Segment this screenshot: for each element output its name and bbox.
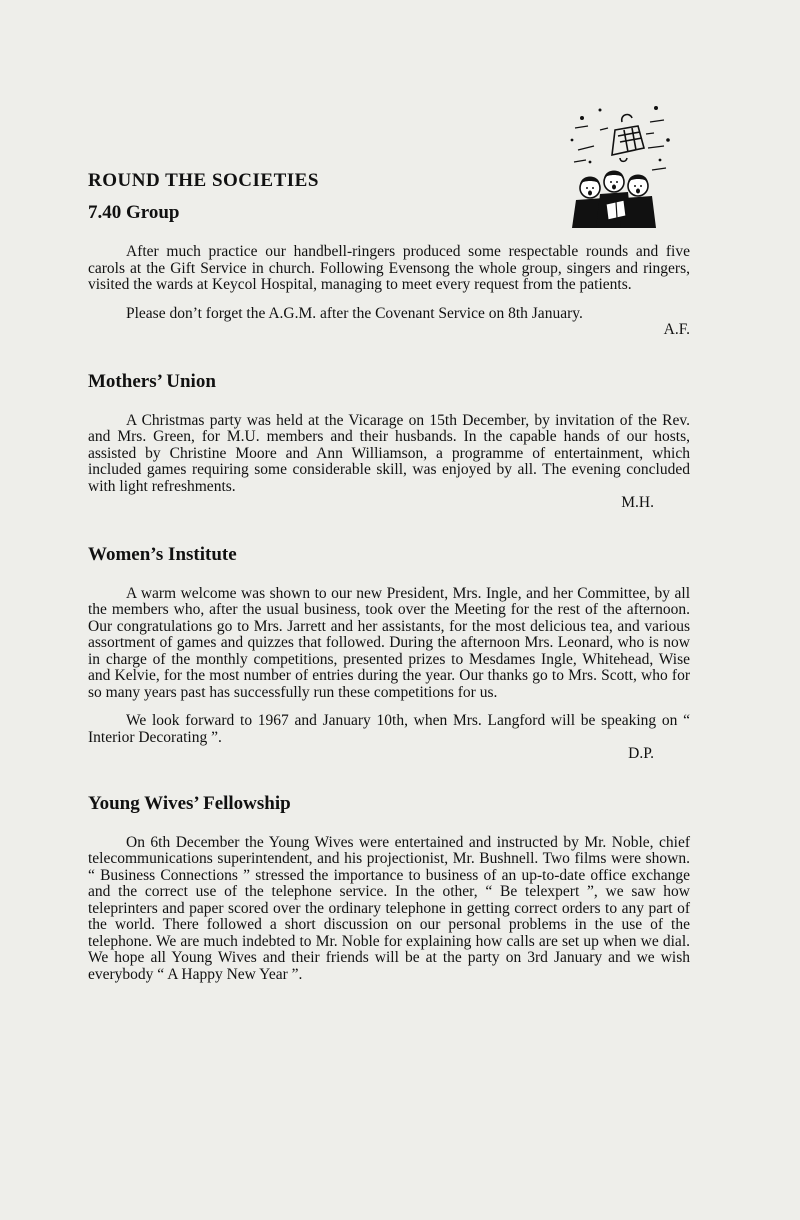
section-young-wives-fellowship — [88, 793, 690, 984]
section-740-group — [88, 202, 690, 339]
section-heading: Mothers’ Union — [88, 370, 216, 392]
section-paragraph: On 6th December the Young Wives were entertained and instructed by Mr. Noble, chief telecommunications superintendent, and his projectionist, Mr. Bushnell. Two films were shown. “ Business Connections ” stressed the importance to business of an up-to-date office exchange and the correct use of the telephone service. In the other, “ Be telexpert ”, we saw how teleprinters and paper scored over the ordinary telephone in getting correct orders to any part of the world. There followed a short discussion on our personal problems in the use of the telephone. We are much indebted to Mr. Noble for explaining how calls are set up when we dial. We hope all Young Wives and their friends will be at the party on 3rd January and we wish everybody “ A Happy New Year ”. — [88, 833, 690, 983]
section-paragraph: A warm welcome was shown to our new President, Mrs. Ingle, and her Committee, by all the members who, after the usual business, took over the Meeting for the rest of the afternoon. Our congratulations go to Mrs. Jarrett and her assistants, for the most delicious tea, and various assortment of games and quizzes that followed. During the afternoon Mrs. Leonard, who is now in charge of the monthly competitions, presented prizes to Mesdames Ingle, Whitehead, Wise and Kelvie, for the most number of entries during the year. Our thanks go to Mrs. Scott, who for so many years past has successfully run these competitions for us. — [88, 584, 690, 701]
section-mothers-union — [88, 371, 690, 512]
article-content — [88, 160, 690, 995]
section-paragraph: We look forward to 1967 and January 10th, when Mrs. Langford will be speaking on “ Interior Decorating ”. — [88, 712, 690, 746]
page-title: ROUND THE SOCIETIES — [88, 170, 319, 191]
author-initials: M.H. — [621, 494, 654, 511]
section-paragraph: A Christmas party was held at the Vicarage on 15th December, by invitation of the Rev. and Mrs. Green, for M.U. members and their husbands. In the capable hands of our hosts, assisted by Christine Moore and Ann Williamson, a programme of entertainment, which included games requiring some considerable skill, was enjoyed by all. The evening concluded with light refreshments. — [88, 411, 690, 495]
section-heading: Young Wives’ Fellowship — [88, 792, 291, 814]
author-initials: D.P. — [628, 745, 654, 762]
section-heading: 7.40 Group — [88, 202, 180, 223]
section-paragraph: Please don’t forget the A.G.M. after the Covenant Service on 8th January. — [126, 304, 583, 322]
section-womens-institute — [88, 544, 690, 763]
section-heading: Women’s Institute — [88, 543, 237, 565]
section-paragraph: After much practice our handbell-ringers produced some respectable rounds and five carols at the Gift Service in church. Following Evensong the whole group, singers and ringers, visited the wards at Keycol Hospital, managing to meet every request from the patients. — [88, 243, 690, 293]
author-initials: A.F. — [663, 321, 690, 338]
